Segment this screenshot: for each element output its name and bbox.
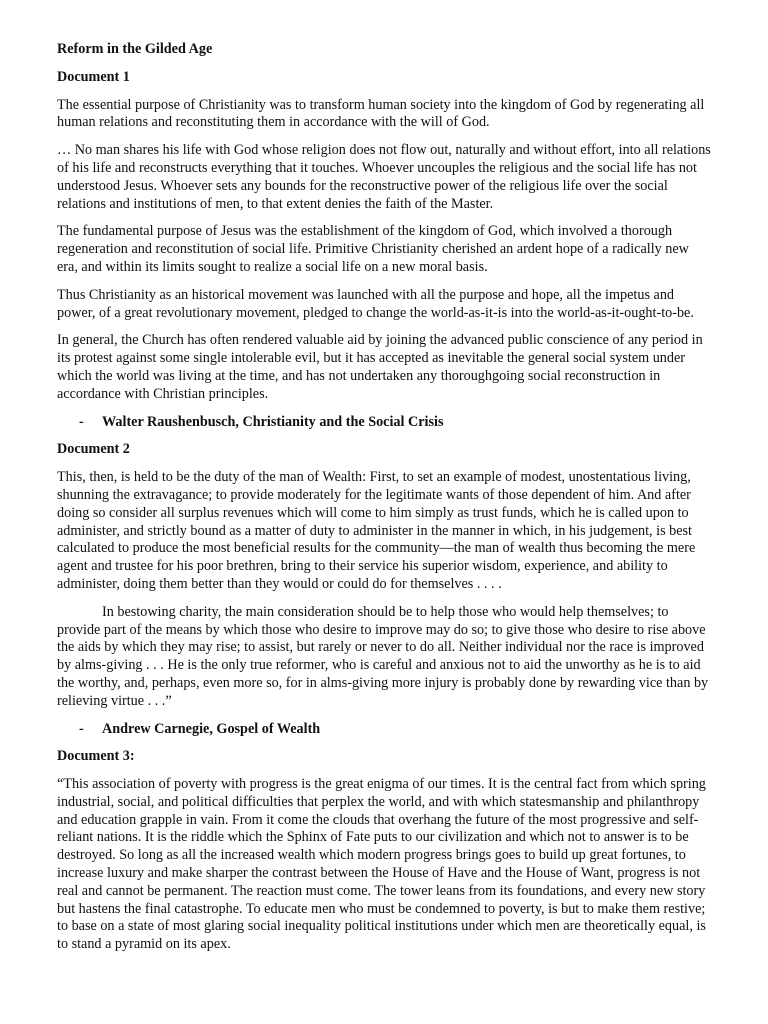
document-3-heading: Document 3:: [57, 748, 135, 765]
document-1-paragraph-4: Thus Christianity as an historical movement was launched with all the purpose and hope, all the impetus and power, of a great revolutionary movement, pledged to change the world-as-it-is into the world-as-it-ought-to-be.: [57, 286, 694, 321]
page-title: Reform in the Gilded Age: [57, 41, 213, 57]
document-2-paragraph-2: In bestowing charity, the main consideration should be to help those who would help themselves; to provide part of the means by which those who desire to improve may do so; to give those who desire to rise above the aids by which they may rise; to assist, but rarely or never to do all. Neither individual nor the race is improved by alms-giving . . . He is the only true reformer, who is careful and anxious not to aid the unworthy as he is to aid the worthy, and, perhaps, even more so, for in alms-giving more injury is probably done by rewarding vice than by relieving virtue . . .”: [57, 603, 709, 709]
document-3: [57, 748, 712, 954]
attribution-text: Walter Raushenbusch, Christianity and the Social Crisis: [102, 413, 444, 430]
document-1: [57, 69, 712, 432]
document-1-paragraph-3: The fundamental purpose of Jesus was the establishment of the kingdom of God, which involved a thorough regeneration and reconstitution of social life. Primitive Christianity cherished an ardent hope of a radically new era, and within its limits sought to realize a social life on a new moral basis.: [57, 223, 689, 275]
document-1-paragraph-1: The essential purpose of Christianity was to transform human society into the kingdom of God by regenerating all human relations and reconstituting them in accordance with the will of God.: [57, 96, 705, 131]
attribution-text: Andrew Carnegie, Gospel of Wealth: [102, 720, 321, 737]
document-2: [57, 441, 712, 738]
document-3-paragraph-1: “This association of poverty with progress is the great enigma of our times. It is the central fact from which spring industrial, social, and political difficulties that perplex the world, and with which statesmanship and philanthropy and education grapple in vain. From it come the clouds that overhang the future of the most progressive and self-reliant nations. It is the riddle which the Sphinx of Fate puts to our civilization and which not to answer is to be destroyed. So long as all the increased wealth which modern progress brings goes to build up great fortunes, to increase luxury and make sharper the contrast between the House of Have and the House of Want, progress is not real and cannot be permanent. The reaction must come. The tower leans from its foundations, and every new story but hastens the final catastrophe. To educate men who must be condemned to poverty, is but to make them restive; to base on a state of most glaring social inequality political institutions under which men are theoretically equal, is to stand a pyramid on its apex.: [57, 776, 706, 953]
document-2-attribution: [57, 721, 712, 739]
attribution-dash: -: [79, 413, 84, 430]
document-1-paragraph-2: … No man shares his life with God whose religion does not flow out, naturally and without effort, into all relations of his life and reconstructs everything that it touches. Whoever uncouples the religious and the social life has not understood Jesus. Whoever sets any bounds for the reconstructive power of the religious life over the social relations and institutions of men, to that extent denies the faith of the Master.: [57, 142, 711, 212]
document-2-heading: Document 2: [57, 441, 130, 458]
attribution-dash: -: [79, 720, 84, 737]
document-1-attribution: [57, 414, 712, 432]
document-2-paragraph-1: This, then, is held to be the duty of the man of Wealth: First, to set an example of modest, unostentatious living, shunning the extravagance; to provide moderately for the legitimate wants of those dependent of him. And after doing so consider all surplus revenues which will come to him simply as trust funds, which he is called upon to administer, and strictly bound as a matter of duty to administer in the manner in which, in his judgement, is best calculated to produce the most beneficial results for the community—the man of wealth thus becoming the mere agent and trustee for his poor brethren, bring to their service his superior wisdom, experience, and ability to administer, doing them better than they would or could do for themselves . . . .: [57, 469, 696, 592]
document-1-paragraph-5: In general, the Church has often rendered valuable aid by joining the advanced public conscience of any period in its protest against some single intolerable evil, but it has accepted as inevitable the general social system under which the world was living at the time, and has not undertaken any thoroughgoing social reconstruction in accordance with Christian principles.: [57, 332, 703, 402]
document-1-heading: Document 1: [57, 68, 130, 85]
